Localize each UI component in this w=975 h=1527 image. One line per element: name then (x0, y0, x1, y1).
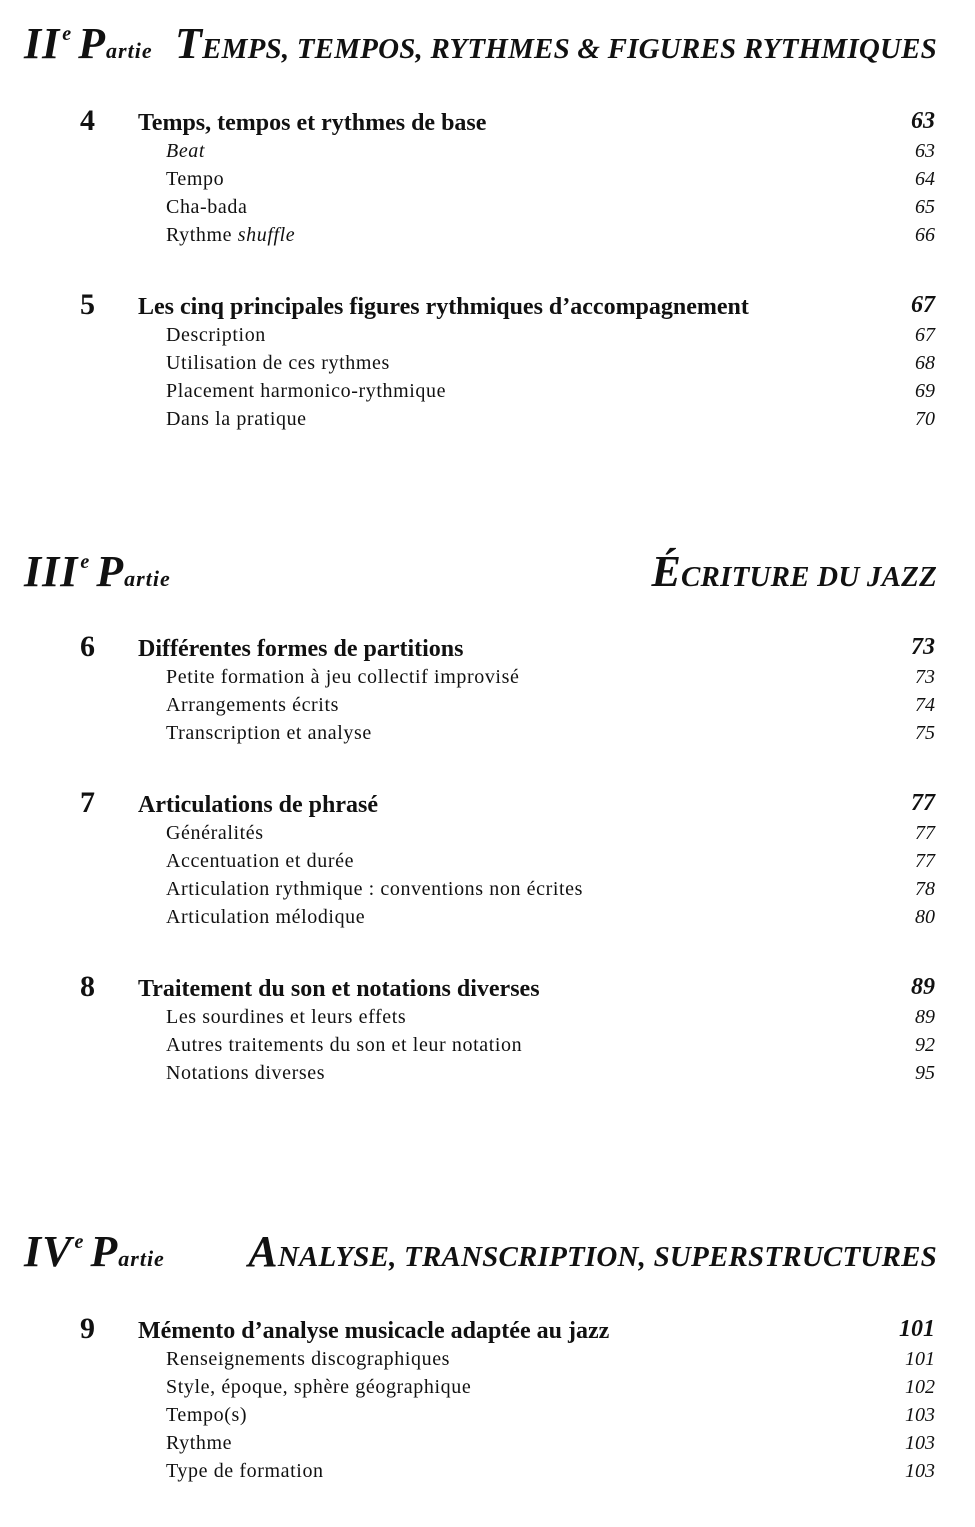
chapter (0, 288, 975, 434)
chapter-title: Articulations de phrasé (138, 792, 378, 818)
section-page: 103 (905, 1460, 935, 1482)
section-title: Petite formation à jeu collectif improvisé (166, 666, 520, 688)
chapter-heading[interactable] (0, 104, 975, 138)
chapter-number: 4 (80, 104, 95, 137)
section-title: Renseignements discographiques (166, 1348, 451, 1370)
section-entry[interactable] (0, 222, 975, 250)
part-heading (24, 18, 937, 69)
part-title (248, 1226, 937, 1277)
section-entry[interactable] (0, 166, 975, 194)
section-title: Style, époque, sphère géographique (166, 1376, 472, 1398)
section-entry[interactable] (0, 1060, 975, 1088)
section-title: Accentuation et durée (166, 850, 355, 872)
section-entry[interactable] (0, 350, 975, 378)
section-title: Articulation mélodique (166, 906, 366, 928)
chapter-page: 73 (911, 634, 935, 660)
section-entry[interactable] (0, 1346, 975, 1374)
section-title: Autres traitements du son et leur notation (166, 1034, 523, 1056)
chapter (0, 786, 975, 932)
section-title-italic: shuffle (237, 224, 296, 246)
part-sup: e (62, 23, 73, 45)
section-page: 69 (915, 380, 935, 402)
part-title (175, 18, 937, 69)
section-title: Tempo(s) (166, 1404, 248, 1426)
chapter (0, 970, 975, 1088)
part-sup: e (80, 551, 91, 573)
chapter-heading[interactable] (0, 288, 975, 322)
part-title-rest: EMPS, TEMPOS, RYTHMES & FIGURES RYTHMIQUES (202, 33, 937, 65)
section-entry[interactable] (0, 664, 975, 692)
section-entry[interactable] (0, 720, 975, 748)
section-title: Les sourdines et leurs effets (166, 1006, 407, 1028)
section-entry[interactable] (0, 876, 975, 904)
section-title-plain: Rythme (166, 224, 238, 246)
part-title-rest: CRITURE DU JAZZ (681, 561, 937, 593)
section-title: Utilisation de ces rythmes (166, 352, 390, 374)
chapter-page: 63 (911, 108, 935, 134)
chapter-title: Temps, tempos et rythmes de base (138, 110, 487, 136)
section-page: 64 (915, 168, 935, 190)
section-page: 63 (915, 140, 935, 162)
section-entry[interactable] (0, 1458, 975, 1486)
section-page: 89 (915, 1006, 935, 1028)
section-page: 102 (905, 1376, 935, 1398)
section-page: 92 (915, 1034, 935, 1056)
chapter (0, 104, 975, 250)
section-page: 67 (915, 324, 935, 346)
section-entry[interactable] (0, 1402, 975, 1430)
chapter-heading[interactable] (0, 1312, 975, 1346)
section-entry[interactable] (0, 848, 975, 876)
section-entry[interactable] (0, 820, 975, 848)
section-entry[interactable] (0, 194, 975, 222)
section-title: Transcription et analyse (166, 722, 372, 744)
chapter-title: Différentes formes de partitions (138, 636, 464, 662)
part-word-initial: P (78, 19, 107, 68)
section-page: 78 (915, 878, 935, 900)
section-title (166, 224, 295, 247)
part-word-rest: artie (118, 1246, 165, 1271)
chapter (0, 630, 975, 748)
section-title: Articulation rythmique : conventions non écrites (166, 878, 584, 900)
chapter (0, 1312, 975, 1486)
part-sup: e (74, 1231, 85, 1253)
section-title: Arrangements écrits (166, 694, 340, 716)
chapter-heading[interactable] (0, 970, 975, 1004)
section-title: Tempo (166, 168, 225, 190)
section-title: Dans la pratique (166, 408, 307, 430)
section-entry[interactable] (0, 904, 975, 932)
section-entry[interactable] (0, 1430, 975, 1458)
section-title: Rythme (166, 1432, 233, 1454)
chapter-heading[interactable] (0, 630, 975, 664)
chapter-number: 9 (80, 1312, 95, 1345)
part-title-initial: É (651, 547, 682, 596)
chapter-title: Traitement du son et notations diverses (138, 976, 540, 1002)
section-page: 70 (915, 408, 935, 430)
section-page: 80 (915, 906, 935, 928)
part-label (24, 18, 153, 69)
section-page: 77 (915, 850, 935, 872)
chapter-heading[interactable] (0, 786, 975, 820)
chapter-title: Mémento d’analyse musicacle adaptée au jazz (138, 1318, 610, 1344)
section-entry[interactable] (0, 322, 975, 350)
chapter-number: 5 (80, 288, 95, 321)
section-page: 95 (915, 1062, 935, 1084)
section-page: 66 (915, 224, 935, 246)
part-word-rest: artie (106, 38, 153, 63)
chapter-page: 89 (911, 974, 935, 1000)
section-title: Description (166, 324, 266, 346)
section-title: Placement harmonico-rythmique (166, 380, 447, 402)
chapter-title: Les cinq principales figures rythmiques d’accompagnement (138, 294, 749, 320)
section-entry[interactable] (0, 692, 975, 720)
part-title-initial: A (248, 1227, 278, 1276)
section-page: 77 (915, 822, 935, 844)
part-word-initial: P (96, 547, 125, 596)
part-numeral: IV (24, 1227, 73, 1276)
section-page: 74 (915, 694, 935, 716)
section-page: 103 (905, 1432, 935, 1454)
section-entry[interactable] (0, 406, 975, 434)
section-entry[interactable] (0, 378, 975, 406)
chapter-number: 7 (80, 786, 95, 819)
section-page: 101 (905, 1348, 935, 1370)
section-title: Notations diverses (166, 1062, 326, 1084)
section-page: 65 (915, 196, 935, 218)
part-title (651, 546, 937, 597)
section-entry[interactable] (0, 1374, 975, 1402)
section-page: 68 (915, 352, 935, 374)
chapter-page: 77 (911, 790, 935, 816)
section-entry[interactable] (0, 1004, 975, 1032)
section-title: Généralités (166, 822, 264, 844)
section-title: Beat (166, 140, 206, 162)
part-title-rest: NALYSE, TRANSCRIPTION, SUPERSTRUCTURES (277, 1241, 937, 1273)
section-title: Cha-bada (166, 196, 248, 218)
chapter-page: 67 (911, 292, 935, 318)
part-title-initial: T (174, 19, 203, 68)
part-label (24, 1226, 165, 1277)
part-word-rest: artie (124, 566, 171, 591)
section-page: 103 (905, 1404, 935, 1426)
part-word-initial: P (90, 1227, 119, 1276)
section-page: 73 (915, 666, 935, 688)
part-heading (24, 546, 937, 597)
section-entry[interactable] (0, 138, 975, 166)
part-heading (24, 1226, 937, 1277)
part-numeral: II (24, 19, 61, 68)
section-entry[interactable] (0, 1032, 975, 1060)
chapter-page: 101 (899, 1316, 935, 1342)
chapter-number: 6 (80, 630, 95, 663)
chapter-number: 8 (80, 970, 95, 1003)
part-numeral: III (24, 547, 79, 596)
section-page: 75 (915, 722, 935, 744)
part-label (24, 546, 171, 597)
section-title: Type de formation (166, 1460, 324, 1482)
